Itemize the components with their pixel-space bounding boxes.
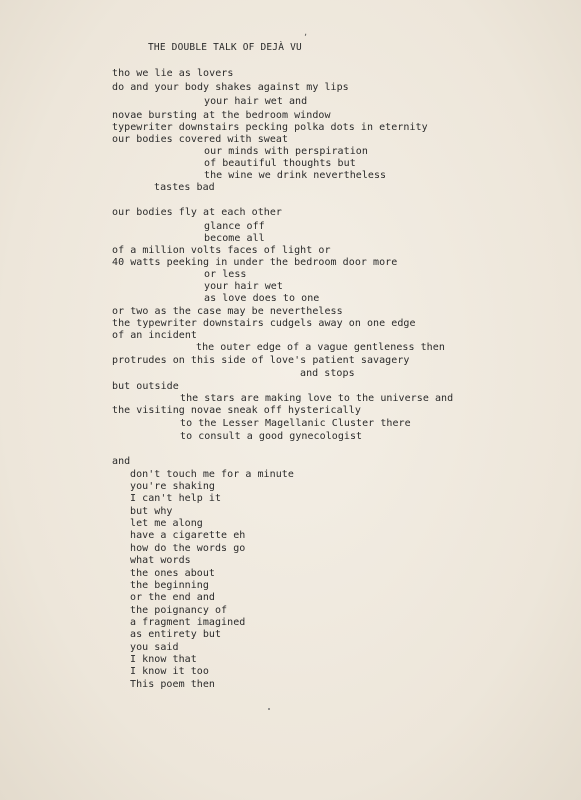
poem-line: the wine we drink nevertheless bbox=[204, 170, 387, 181]
poem-line: or the end and bbox=[130, 592, 215, 603]
poem-line: our bodies fly at each other bbox=[112, 207, 282, 218]
stray-ink-dot bbox=[268, 708, 270, 710]
poem-line: our minds with perspiration bbox=[204, 146, 368, 157]
poem-line: of beautiful thoughts but bbox=[204, 158, 356, 169]
poem-line: your hair wet bbox=[204, 281, 283, 292]
poem-line: the typewriter downstairs cudgels away on one edge bbox=[112, 318, 416, 329]
poem-line: of an incident bbox=[112, 330, 197, 341]
poem-line: I know it too bbox=[130, 666, 209, 677]
poem-line: or less bbox=[204, 269, 247, 280]
poem-line: the beginning bbox=[130, 580, 209, 591]
poem-line: you said bbox=[130, 642, 179, 653]
poem-line: the poignancy of bbox=[130, 605, 228, 616]
poem-line: to consult a good gynecologist bbox=[180, 431, 363, 442]
poem-line: don't touch me for a minute bbox=[130, 469, 294, 480]
poem-line: I know that bbox=[130, 654, 197, 665]
poem-line: or two as the case may be nevertheless bbox=[112, 306, 343, 317]
poem-line: This poem then bbox=[130, 679, 215, 690]
poem-line: I can't help it bbox=[130, 493, 222, 504]
poem-line: protrudes on this side of love's patient savagery bbox=[112, 355, 410, 366]
poem-line: of a million volts faces of light or bbox=[112, 245, 331, 256]
poem-line: tastes bad bbox=[154, 182, 215, 193]
poem-line: but why bbox=[130, 506, 173, 517]
poem-line: the visiting novae sneak off hysterically bbox=[112, 405, 361, 416]
poem-line: and bbox=[112, 456, 131, 467]
poem-line: 40 watts peeking in under the bedroom door more bbox=[112, 257, 398, 268]
poem-line: have a cigarette eh bbox=[130, 530, 246, 541]
poem-line: let me along bbox=[130, 518, 203, 529]
poem-line: to the Lesser Magellanic Cluster there bbox=[180, 418, 411, 429]
poem-line: become all bbox=[204, 233, 265, 244]
poem-line: but outside bbox=[112, 381, 179, 392]
poem-line: how do the words go bbox=[130, 543, 246, 554]
poem-line: what words bbox=[130, 555, 191, 566]
poem-line: your hair wet and bbox=[204, 96, 308, 107]
poem-line: glance off bbox=[204, 221, 265, 232]
poem-title: THE DOUBLE TALK OF DEJÀ VU bbox=[148, 42, 302, 53]
poem-line: as love does to one bbox=[204, 293, 320, 304]
poem-line: typewriter downstairs pecking polka dots in eternity bbox=[112, 122, 428, 133]
poem-line: the ones about bbox=[130, 568, 215, 579]
poem-line: novae bursting at the bedroom window bbox=[112, 110, 331, 121]
poem-line: tho we lie as lovers bbox=[112, 68, 234, 79]
poem-line: our bodies covered with sweat bbox=[112, 134, 289, 145]
poem-line: the stars are making love to the universe and bbox=[180, 393, 454, 404]
poem-line: you're shaking bbox=[130, 481, 215, 492]
poem-line: the outer edge of a vague gentleness then bbox=[196, 342, 445, 353]
poem-line: a fragment imagined bbox=[130, 617, 246, 628]
poem-line: as entirety but bbox=[130, 629, 222, 640]
poem-line: do and your body shakes against my lips bbox=[112, 82, 349, 93]
handwritten-accent-mark: ʼ bbox=[303, 33, 308, 42]
poem-line: and stops bbox=[300, 368, 355, 379]
